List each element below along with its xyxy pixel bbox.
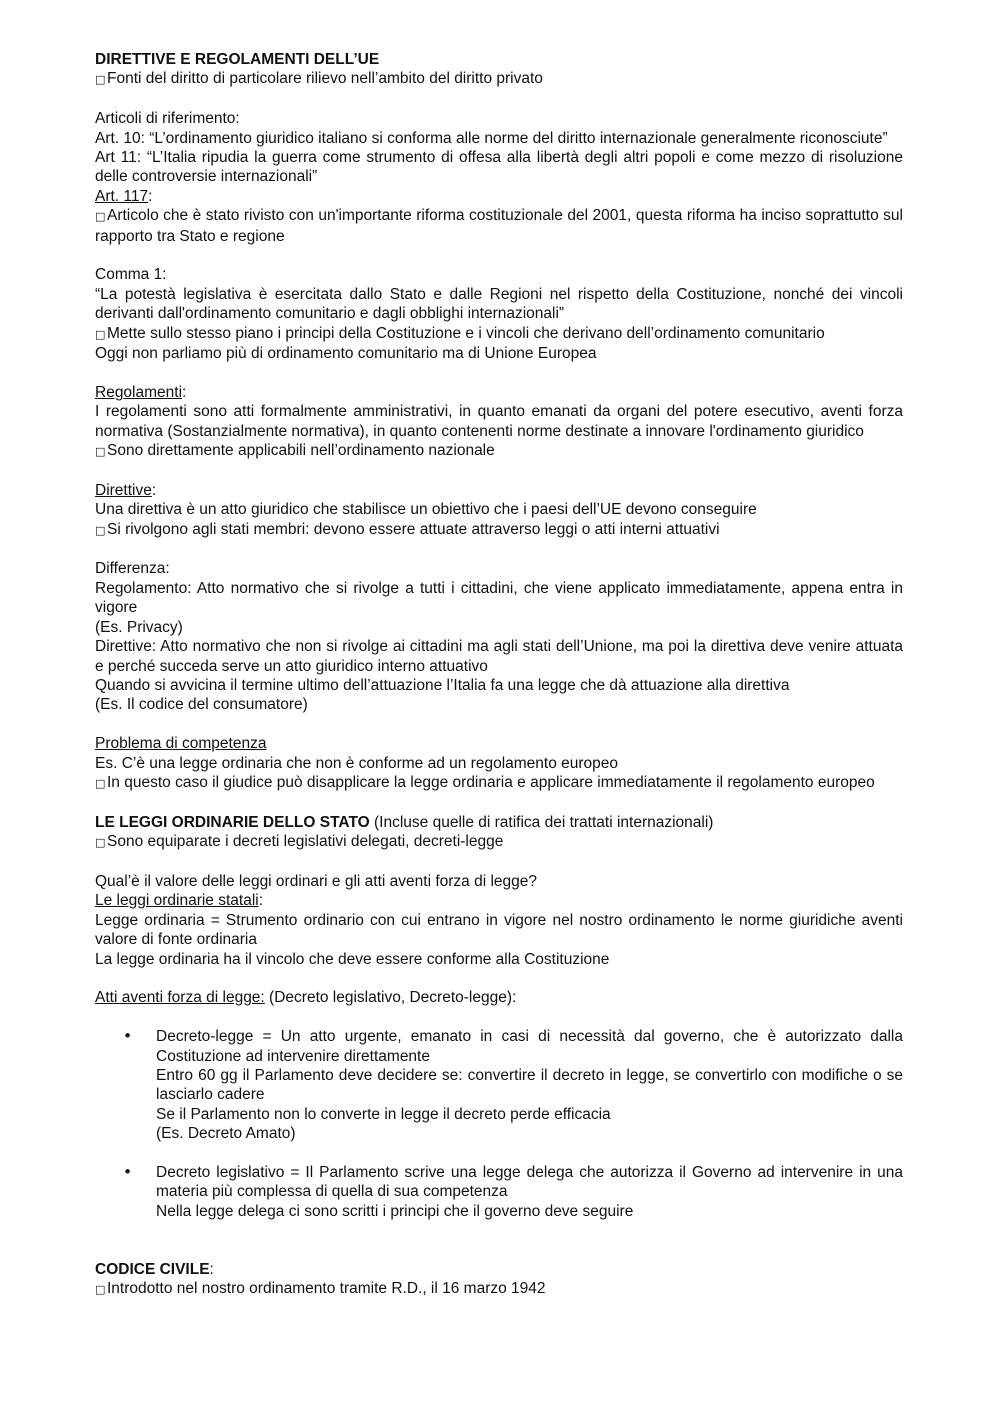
art117-heading: Art. 117: — [95, 187, 153, 205]
bullet-icon — [123, 1163, 132, 1182]
arrow-icon — [95, 521, 107, 540]
differenza-regolamento: Regolamento: Atto normativo che si rivolge a tutti i cittadini, che viene applicato immediatamente, appena entra in vigore — [95, 579, 903, 617]
art11-text: Art 11: “L’Italia ripudia la guerra come strumento di offesa alla libertà degli altri popoli e come mezzo di risoluzione delle controversie internazionali” — [95, 149, 903, 186]
regolamenti-text: I regolamenti sono atti formalmente amministrativi, in quanto emanati da organi del potere esecutivo, aventi forza normativa (Sostanzialmente normativa), in quanto contenenti norme destinate a innovare l'ordinamento giuridico — [95, 403, 903, 440]
differenza-direttive: Direttive: Atto normativo che non si rivolge ai cittadini ma agli stati dell’Unione, ma poi la direttiva deve venire attuata e perché succeda serve un atto giuridico interno attuativo — [95, 638, 903, 675]
arrow-icon — [95, 1280, 107, 1299]
section-title-direttive: DIRETTIVE E REGOLAMENTI DELL’UE — [95, 51, 380, 68]
comma-note: □Mette sullo stesso piano i principi della Costituzione e i vincoli che derivano dell’ordinamento comunitario — [95, 324, 903, 344]
differenza-direttive-es: (Es. Il codice del consumatore) — [95, 696, 308, 714]
legge-ordinaria-vincolo: La legge ordinaria ha il vincolo che deve essere conforme alla Costituzione — [95, 950, 610, 968]
art10-text: Art. 10: “L’ordinamento giuridico italiano si conforma alle norme del diritto internazionale generalmente riconosciute” — [95, 129, 888, 147]
competenza-note: □In questo caso il giudice può disapplicare la legge ordinaria e applicare immediatamente il regolamento europeo — [95, 773, 903, 793]
competenza-es: Es. C’è una legge ordinaria che non è conforme ad un regolamento europeo — [95, 754, 619, 772]
arrow-icon — [95, 833, 107, 852]
bullet-icon — [123, 1027, 132, 1046]
direttive-heading: Direttive: — [95, 481, 157, 499]
leggi-note: □Sono equiparate i decreti legislativi delegati, decreti-legge — [95, 832, 903, 852]
art117-text: □Articolo che è stato rivisto con un'importante riforma costituzionale del 2001, questa riforma ha inciso soprattutto sul rapporto tra Stato e regione — [95, 206, 903, 246]
competenza-heading: Problema di competenza — [95, 735, 267, 753]
arrow-icon — [95, 442, 107, 461]
regolamenti-heading: Regolamenti: — [95, 383, 187, 401]
atti-heading: Atti aventi forza di legge: (Decreto legislativo, Decreto-legge): — [95, 989, 517, 1007]
arrow-icon — [95, 325, 107, 344]
legge-ordinaria-def: Legge ordinaria = Strumento ordinario con cui entrano in vigore nel nostro ordinamento le norme giuridiche aventi valore di fonte ordinaria — [95, 911, 903, 949]
arrow-icon — [95, 207, 107, 226]
regolamenti-note: □Sono direttamente applicabili nell’ordinamento nazionale — [95, 441, 903, 461]
leggi-statali-heading: Le leggi ordinarie statali: — [95, 892, 264, 910]
differenza-direttive-2: Quando si avvicina il termine ultimo dell’attuazione l’Italia fa una legge che dà attuazione alla direttiva — [95, 676, 790, 694]
codice-civile-note: □Introdotto nel nostro ordinamento tramite R.D., il 16 marzo 1942 — [95, 1279, 903, 1299]
direttive-text: Una direttiva è un atto giuridico che stabilisce un obiettivo che i paesi dell’UE devono conseguire — [95, 501, 757, 519]
document-page — [95, 50, 903, 1300]
comma-quote: “La potestà legislativa è esercitata dallo Stato e dalle Regioni nel rispetto della Costituzione, nonché dei vincoli derivanti dall'ordinamento comunitario e dagli obblighi internazionali” — [95, 285, 903, 323]
list-item-decreto-legislativo: • Decreto legislativo = Il Parlamento scrive una legge delega che autorizza il Governo ad intervenire in una materia più complessa di quella di sua competenza Nella legge delega ci sono scritti i principi che il governo deve seguire — [95, 1163, 903, 1221]
articoli-label: Articoli di riferimento: — [95, 110, 240, 128]
differenza-regolamento-es: (Es. Privacy) — [95, 618, 183, 636]
direttive-note: □Si rivolgono agli stati membri: devono essere attuate attraverso leggi o atti interni attuativi — [95, 520, 903, 540]
comma-note-2: Oggi non parliamo più di ordinamento comunitario ma di Unione Europea — [95, 345, 597, 363]
arrow-icon — [95, 774, 107, 793]
intro-line: □Fonti del diritto di particolare rilievo nell’ambito del diritto privato — [95, 69, 903, 89]
arrow-icon — [95, 70, 107, 89]
comma-label: Comma 1: — [95, 266, 167, 284]
list-item-decreto-legge: • Decreto-legge = Un atto urgente, emanato in casi di necessità dal governo, che è autorizzato dalla Costituzione ad intervenire direttamente Entro 60 gg il Parlamento deve decidere se: convertire il decreto in legge, se convertirlo con modifiche o se lasciarlo cadere Se il Parlamento non lo converte in legge il decreto perde efficacia (Es. Decreto Amato) — [95, 1027, 903, 1143]
section-title-codice-civile: CODICE CIVILE: — [95, 1260, 214, 1278]
differenza-label: Differenza: — [95, 560, 170, 578]
section-title-leggi: LE LEGGI ORDINARIE DELLO STATO (Incluse quelle di ratifica dei trattati internazionali) — [95, 813, 714, 831]
leggi-question: Qual’è il valore delle leggi ordinari e gli atti aventi forza di legge? — [95, 872, 538, 890]
